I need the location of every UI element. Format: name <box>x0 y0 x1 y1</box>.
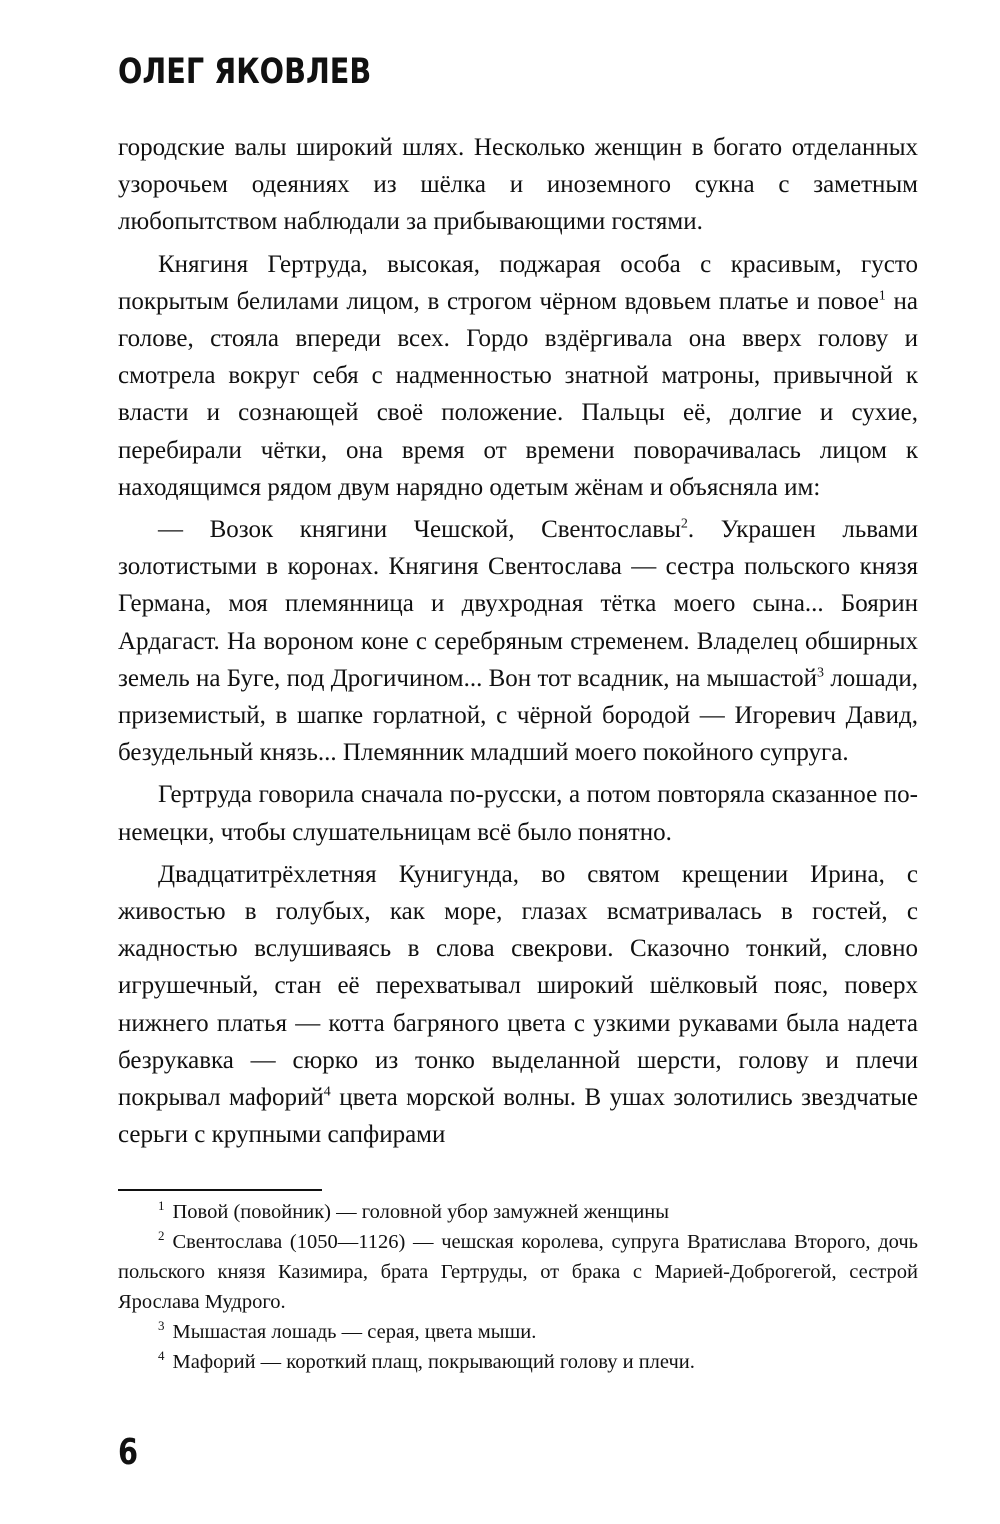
main-text <box>118 129 918 1158</box>
paragraph-text: Княгиня Гертруда, высокая, поджарая особа с красивым, густо покрытым белилами лицом, в строгом чёрном вдовьем платье и повое <box>118 250 918 315</box>
footnote-number: 1 <box>158 1198 165 1214</box>
footnote-number: 3 <box>158 1318 165 1334</box>
paragraph-text: цвета морской волны. В ушах золотились звездчатые серьги с крупными сапфирами <box>118 1084 918 1149</box>
footnote-ref: 3 <box>817 665 825 681</box>
footnote-text: Свентослава (1050—1126) — чешская королева, супруга Вратислава Второго, дочь польского князя Казимира, брата Гертруды, от брака с Марией-Доброгегой, сестрой Ярослава Мудрого. <box>118 1231 918 1313</box>
footnote-ref: 4 <box>323 1084 331 1100</box>
paragraph-text: Гертруда говорила сначала по-русски, а потом повторяла сказанное по-немецки, чтобы слушательницам всё было понятно. <box>118 781 918 846</box>
paragraph <box>118 511 918 771</box>
footnote-text: Повой (повойник) — головной убор замужней женщины <box>172 1201 670 1223</box>
paragraph-text: на голове, стояла впереди всех. Гордо вздёргивала она вверх голову и смотрела вокруг себя с надменностью знатной матроны, привычной к власти и сознающей своё положение. Пальцы её, долгие и сухие, перебирали чётки, она время от времени поворачивалась лицом к находящимся рядом двум нарядно одетым жёнам и объясняла им: <box>118 287 918 501</box>
footnote <box>118 1317 918 1347</box>
footnote <box>118 1227 918 1317</box>
paragraph <box>118 776 918 850</box>
paragraph <box>118 129 918 241</box>
running-header-author: ОЛЕГ ЯКОВЛЕВ <box>118 52 372 92</box>
footnote-text: Мышастая лошадь — серая, цвета мыши. <box>172 1321 537 1343</box>
paragraph <box>118 246 918 506</box>
footnotes <box>118 1197 918 1377</box>
footnote-number: 4 <box>158 1348 165 1364</box>
footnote <box>118 1347 918 1377</box>
footnote <box>118 1197 918 1227</box>
footnote-separator <box>118 1189 322 1191</box>
footnote-number: 2 <box>158 1228 165 1244</box>
page-number: 6 <box>118 1432 139 1473</box>
paragraph <box>118 856 918 1154</box>
paragraph-text: городские валы широкий шлях. Несколько женщин в богато отделанных узорочьем одеяниях из шёлка и иноземного сукна с заметным любопытством наблюдали за прибывающими гостями. <box>118 134 918 236</box>
footnote-ref: 2 <box>680 516 688 532</box>
paragraph-text: — Возок княгини Чешской, Свентославы <box>158 516 681 544</box>
footnote-text: Мафорий — короткий плащ, покрывающий голову и плечи. <box>172 1351 695 1373</box>
footnote-ref: 1 <box>878 288 886 304</box>
paragraph-text: лошади, приземистый, в шапке горлатной, с чёрной бородой — Игоревич Давид, безудельный князь... Племянник младший моего покойного супруга. <box>118 664 918 767</box>
paragraph-text: . Украшен львами золотистыми в коронах. Княгиня Свентослава — сестра польского князя Германа, моя племянница и двухродная тётка моего сына... Боярин Ардагаст. На вороном коне с серебряным стременем. Владелец обширных земель на Буге, под Дрогичином... Вон тот всадник, на мышастой <box>118 516 918 692</box>
paragraph-text: Двадцатитрёхлетняя Кунигунда, во святом крещении Ирина, с живостью в голубых, как море, глазах всматривалась в гостей, с жадностью вслушиваясь в слова свекрови. Сказочно тонкий, словно игрушечный, стан её перехватывал широкий шёлковый пояс, поверх нижнего платья — котта багряного цвета с узкими рукавами была надета безрукавка — сюрко из тонко выделанной шерсти, голову и плечи покрывал мафорий <box>118 860 918 1112</box>
